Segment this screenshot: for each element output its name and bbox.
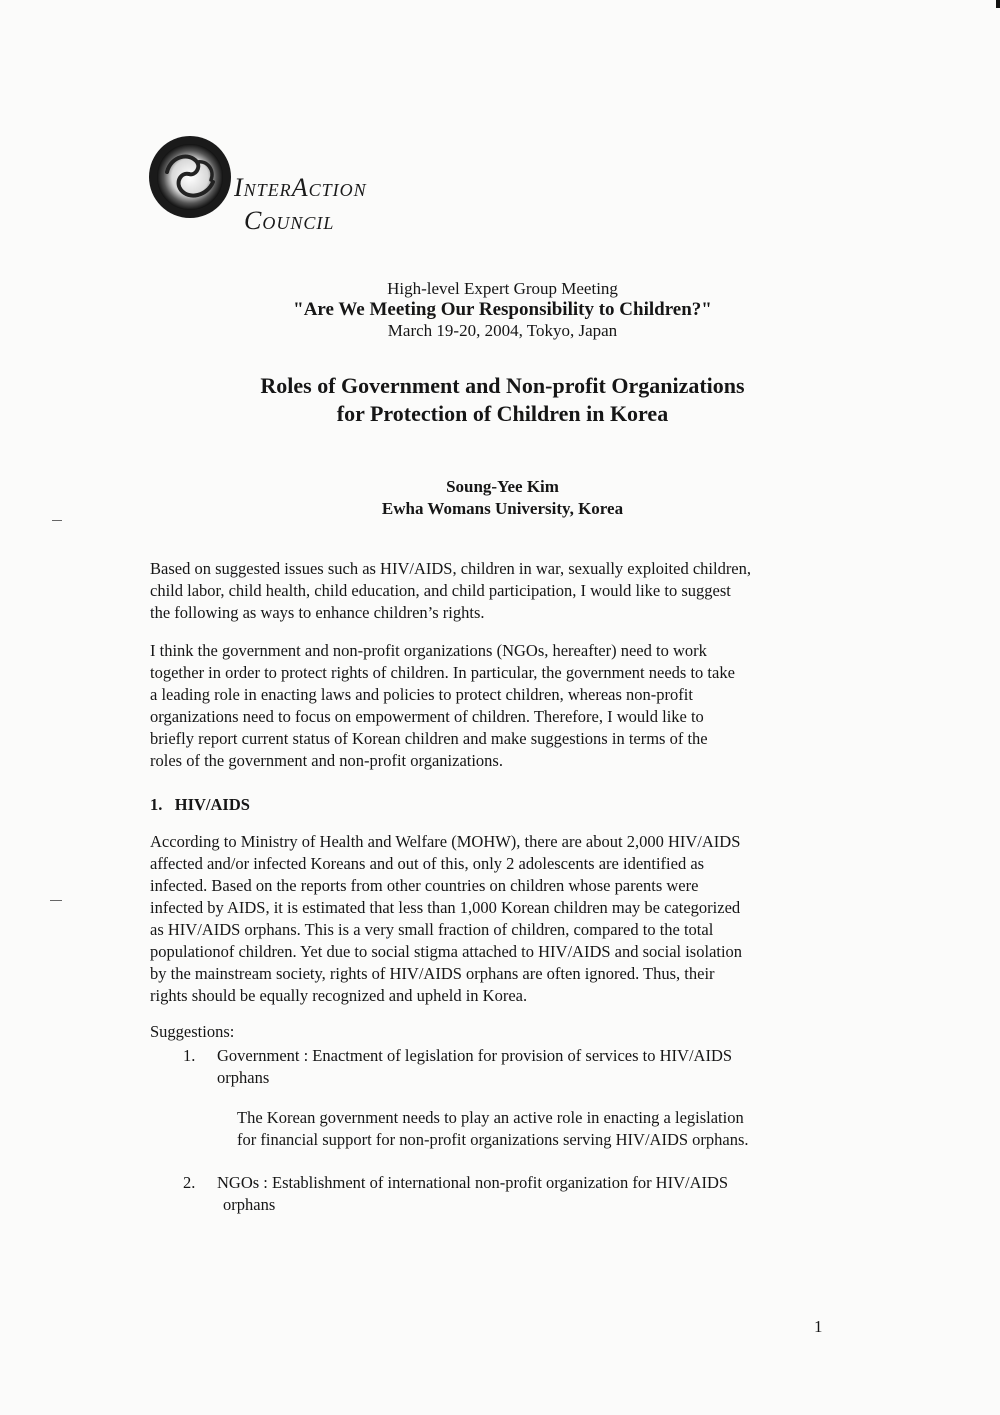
section-1-body [150, 831, 870, 1007]
text-line: NGOs : Establishment of international non-profit organization for HIV/AIDS [217, 1173, 729, 1192]
text-line: The Korean government needs to play an active role in enacting a legislation [237, 1108, 744, 1127]
author-name: Soung-Yee Kim [446, 477, 559, 496]
item-number: 2. [183, 1173, 196, 1192]
text-line: a leading role in enacting laws and policies to protect children, whereas non-profit [150, 685, 693, 704]
item-text [217, 1045, 732, 1089]
author-affiliation: Ewha Womans University, Korea [381, 499, 624, 518]
text-line: by the mainstream society, rights of HIV/AIDS orphans are often ignored. Thus, their [150, 964, 715, 983]
title-line: for Protection of Children in Korea [336, 401, 669, 426]
organization-name: INTERACTION COUNCIL [234, 173, 367, 235]
suggestion-item-1-detail [237, 1107, 877, 1151]
interaction-council-logo-icon [145, 132, 235, 222]
text-line: populationof children. Yet due to social stigma attached to HIV/AIDS and social isolation [150, 942, 743, 961]
author-block [150, 476, 855, 520]
scan-artifact [50, 900, 62, 901]
text-line: rights should be equally recognized and upheld in Korea. [150, 986, 528, 1005]
text-line: Based on suggested issues such as HIV/AIDS, children in war, sexually exploited children, [150, 559, 752, 578]
text-line: affected and/or infected Koreans and out of this, only 2 adolescents are identified as [150, 854, 705, 873]
meeting-date-location: March 19-20, 2004, Tokyo, Japan [387, 321, 618, 340]
text-line: organizations need to focus on empowerment of children. Therefore, I would like to [150, 707, 704, 726]
title-line: Roles of Government and Non-profit Organizations [260, 373, 745, 398]
item-number: 1. [183, 1046, 196, 1065]
intro-paragraph-1 [150, 558, 870, 624]
suggestions-label: Suggestions: [150, 1022, 235, 1041]
text-line: the following as ways to enhance children’s rights. [150, 603, 485, 622]
scan-corner-mark [996, 0, 1000, 8]
text-line: infected. Based on the reports from other countries on children whose parents were [150, 876, 699, 895]
text-line: infected by AIDS, it is estimated that less than 1,000 Korean children may be categorized [150, 898, 741, 917]
text-line: Government : Enactment of legislation for provision of services to HIV/AIDS [217, 1046, 733, 1065]
meeting-theme: "Are We Meeting Our Responsibility to Children?" [293, 299, 712, 320]
text-line: I think the government and non-profit organizations (NGOs, hereafter) need to work [150, 641, 707, 660]
text-line: orphans [217, 1068, 270, 1087]
text-line: for financial support for non-profit organizations serving HIV/AIDS orphans. [237, 1130, 749, 1149]
text-line: According to Ministry of Health and Welfare (MOHW), there are about 2,000 HIV/AIDS [150, 832, 741, 851]
text-line: orphans [223, 1195, 276, 1214]
text-line: roles of the government and non-profit organizations. [150, 751, 503, 770]
item-text [217, 1172, 728, 1216]
meeting-type: High-level Expert Group Meeting [387, 279, 618, 298]
meeting-header [150, 278, 855, 341]
page-number: 1 [814, 1317, 823, 1336]
text-line: together in order to protect rights of children. In particular, the government needs to take [150, 663, 735, 682]
section-heading-hiv-aids: 1. HIV/AIDS [150, 795, 250, 814]
text-line: briefly report current status of Korean children and make suggestions in terms of the [150, 729, 708, 748]
intro-paragraph-2 [150, 640, 870, 772]
scan-artifact [52, 520, 62, 521]
text-line: child labor, child health, child education, and child participation, I would like to suggest [150, 581, 731, 600]
document-title [150, 372, 855, 428]
text-line: as HIV/AIDS orphans. This is a very small fraction of children, compared to the total [150, 920, 714, 939]
